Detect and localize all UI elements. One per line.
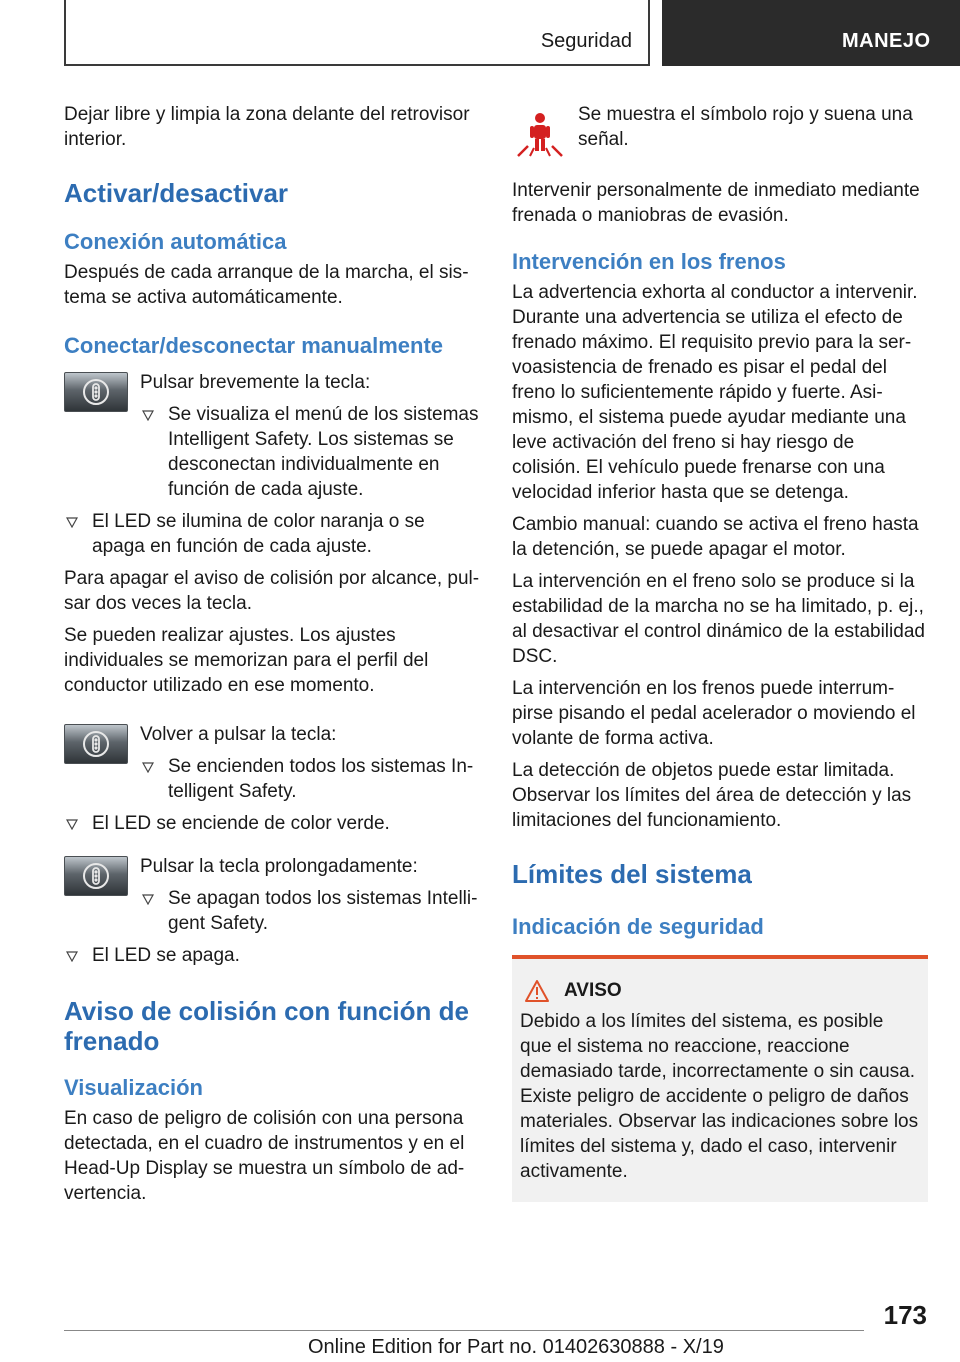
step2-label: Volver a pulsar la tecla: [140,724,337,745]
list-item: Se encienden todos los sistemas Intelligent Safety. [140,754,480,804]
left-column [64,102,480,1213]
paragraph-frenos-1: La advertencia exhorta al conductor a intervenir. Durante una advertencia se utiliza el efecto de frenado máximo. El requisito previo para la servoasistencia de frenado es pisar el pedal del freno lo suficientemente rápido y fuerte. Asimismo, el sistema puede ayudar mediante una leve activación del freno si hay riesgo de colisión. El vehículo puede frenarse con una velocidad inferior hasta que se detenga. [512,282,918,503]
intelligent-safety-button-icon [64,856,128,896]
right-column [512,102,928,1202]
warning-header [520,979,920,1003]
warning-text: Debido a los límites del sistema, es posible que el sistema no reaccione, reaccione demasiado tarde, incorrectamente o sin causa. Existe peligro de accidente o peligro de daños materiales. Observar las indicaciones sobre los límites del sistema y, dado el caso, intervenir activamente. [520,1011,919,1182]
list-item: El LED se apaga. [64,943,480,968]
paragraph-intervenir: Intervenir personalmente de inmediato mediante frenada o maniobras de evasión. [512,180,920,226]
footer-divider [64,1330,864,1331]
page-number: 173 [883,1300,927,1330]
list-item: El LED se enciende de color verde. [64,811,480,836]
triangle-bullet-icon [66,516,78,528]
step-short-press [64,370,480,509]
triangle-bullet-icon [66,818,78,830]
heading-indicacion-seguridad: Indicación de seguridad [512,914,764,939]
paragraph-symbol: Se muestra el símbolo rojo y suena una señal. [578,104,913,150]
paragraph-ajustes: Se pueden realizar ajustes. Los ajustes individuales se memorizan para el perfil del conductor utilizado en ese momento. [64,625,429,696]
heading-limites: Límites del sistema [512,859,752,889]
header-chapter-tab [662,0,960,66]
step-press-again [64,722,480,811]
triangle-bullet-icon [142,761,154,773]
warning-triangle-icon [524,979,550,1003]
heading-conexion-automatica: Conexión automática [64,229,287,254]
paragraph-frenos-3: La intervención en el freno solo se produce si la estabilidad de la marcha no se ha limitado, p. ej., al desactivar el control dinámico de la estabilidad DSC. [512,571,925,667]
paragraph-frenos-5: La detección de objetos puede estar limitada. Observar los límites del área de detección y las limitaciones del funcionamiento. [512,760,912,831]
triangle-bullet-icon [142,409,154,421]
paragraph-auto: Después de cada arranque de la marcha, el sistema se activa automáticamente. [64,262,469,308]
heading-visualizacion: Visualización [64,1075,203,1100]
pedestrian-warning-icon [512,110,568,158]
step1-label: Pulsar brevemente la tecla: [140,372,371,393]
paragraph-apagar: Para apagar el aviso de colisión por alcance, pulsar dos veces la tecla. [64,568,480,614]
paragraph-frenos-4: La intervención en los frenos puede interrumpirse pisando el pedal acelerador o moviendo el volante de forma activa. [512,678,916,749]
intro-paragraph: Dejar libre y limpia la zona delante del retrovisor interior. [64,104,470,150]
list-item: Se apagan todos los sistemas Intelligent Safety. [140,886,480,936]
list-item: El LED se ilumina de color naranja o se apaga en función de cada ajuste. [64,509,480,559]
step3-label: Pulsar la tecla prolongadamente: [140,856,418,877]
pedestrian-warning-row [512,102,928,158]
footer-edition: Online Edition for Part no. 01402630888 - X/19 [308,1336,724,1358]
section-title: Seguridad [540,30,632,52]
header-section-tab [64,0,650,66]
triangle-bullet-icon [66,950,78,962]
intelligent-safety-button-icon [64,372,128,412]
paragraph-frenos-2: Cambio manual: cuando se activa el freno hasta la detención, se puede apagar el motor. [512,514,919,560]
chapter-title: MANEJO [842,30,931,52]
step-long-press [64,854,480,943]
heading-aviso-colision: Aviso de colisión con función de frenado [64,996,469,1056]
heading-activar: Activar/desactivar [64,178,289,208]
triangle-bullet-icon [142,893,154,905]
paragraph-visualizacion: En caso de peligro de colisión con una persona detectada, en el cuadro de instrumentos y en el Head-Up Display se muestra un símbolo de advertencia. [64,1108,465,1204]
warning-box [512,955,928,1202]
heading-intervencion-frenos: Intervención en los frenos [512,249,786,274]
intelligent-safety-button-icon [64,724,128,764]
list-item: Se visualiza el menú de los sistemas Intelligent Safety. Los sistemas se desconectan individualmente en función de cada ajuste. [140,402,480,502]
heading-manual: Conectar/desconectar manualmente [64,333,444,358]
warning-title: AVISO [564,980,622,1001]
